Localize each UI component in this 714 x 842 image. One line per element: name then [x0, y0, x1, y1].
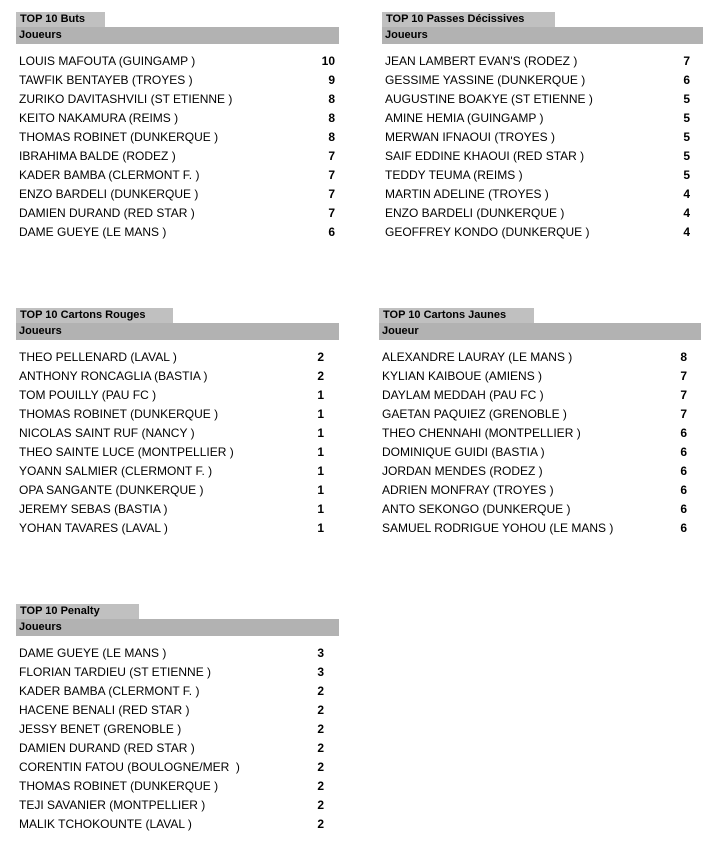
player-name: THOMAS ROBINET (DUNKERQUE )	[19, 779, 219, 793]
section-title: TOP 10 Passes Décissives	[382, 12, 555, 27]
ranking-row	[16, 223, 339, 242]
top-cartons-jaunes-section	[379, 308, 701, 543]
top-passes-section	[382, 12, 703, 247]
player-name: KEITO NAKAMURA (REIMS )	[19, 111, 179, 125]
player-stat-value: 2	[317, 350, 324, 364]
player-name: DAME GUEYE (LE MANS )	[19, 646, 167, 660]
section-subtitle: Joueurs	[16, 323, 339, 340]
ranking-row	[16, 109, 339, 128]
ranking-row	[379, 500, 701, 519]
section-title: TOP 10 Cartons Rouges	[16, 308, 173, 323]
ranking-row	[16, 815, 339, 834]
player-stat-value: 6	[680, 521, 687, 535]
player-name: AUGUSTINE BOAKYE (ST ETIENNE )	[385, 92, 593, 106]
player-name: SAIF EDDINE KHAOUI (RED STAR )	[385, 149, 585, 163]
player-stat-value: 2	[317, 760, 324, 774]
ranking-list	[16, 52, 339, 242]
ranking-row	[379, 424, 701, 443]
player-stat-value: 2	[317, 779, 324, 793]
player-name: TEJI SAVANIER (MONTPELLIER )	[19, 798, 206, 812]
player-name: GESSIME YASSINE (DUNKERQUE )	[385, 73, 586, 87]
player-name: THEO SAINTE LUCE (MONTPELLIER )	[19, 445, 234, 459]
player-stat-value: 7	[680, 369, 687, 383]
player-name: IBRAHIMA BALDE (RODEZ )	[19, 149, 176, 163]
player-name: THOMAS ROBINET (DUNKERQUE )	[19, 130, 219, 144]
player-stat-value: 4	[683, 187, 690, 201]
ranking-row	[16, 758, 339, 777]
section-subtitle: Joueurs	[16, 619, 339, 636]
section-subtitle: Joueurs	[382, 27, 703, 44]
ranking-row	[16, 166, 339, 185]
player-stat-value: 5	[683, 130, 690, 144]
player-stat-value: 8	[680, 350, 687, 364]
player-stat-value: 3	[317, 646, 324, 660]
ranking-row	[379, 519, 701, 538]
player-name: LOUIS MAFOUTA (GUINGAMP )	[19, 54, 196, 68]
player-name: SAMUEL RODRIGUE YOHOU (LE MANS )	[382, 521, 614, 535]
player-name: DAMIEN DURAND (RED STAR )	[19, 206, 195, 220]
ranking-row	[16, 777, 339, 796]
ranking-row	[379, 367, 701, 386]
ranking-row	[16, 519, 339, 538]
player-name: THOMAS ROBINET (DUNKERQUE )	[19, 407, 219, 421]
ranking-row	[16, 71, 339, 90]
player-stat-value: 2	[317, 722, 324, 736]
section-subtitle: Joueur	[379, 323, 701, 340]
ranking-row	[16, 367, 339, 386]
ranking-row	[16, 52, 339, 71]
ranking-row	[16, 481, 339, 500]
player-name: JEAN LAMBERT EVAN'S (RODEZ )	[385, 54, 578, 68]
player-name: ALEXANDRE LAURAY (LE MANS )	[382, 350, 573, 364]
ranking-row	[379, 481, 701, 500]
player-stat-value: 2	[317, 369, 324, 383]
player-name: KADER BAMBA (CLERMONT F. )	[19, 684, 200, 698]
player-stat-value: 1	[317, 426, 324, 440]
ranking-row	[382, 128, 703, 147]
player-stat-value: 2	[317, 741, 324, 755]
ranking-row	[16, 443, 339, 462]
player-stat-value: 7	[680, 407, 687, 421]
player-name: JEREMY SEBAS (BASTIA )	[19, 502, 168, 516]
ranking-row	[382, 109, 703, 128]
player-stat-value: 6	[328, 225, 335, 239]
player-name: DAME GUEYE (LE MANS )	[19, 225, 167, 239]
top-cartons-rouges-section	[16, 308, 339, 543]
player-stat-value: 6	[680, 426, 687, 440]
player-stat-value: 6	[680, 483, 687, 497]
player-name: TEDDY TEUMA (REIMS )	[385, 168, 523, 182]
player-name: NICOLAS SAINT RUF (NANCY )	[19, 426, 195, 440]
ranking-row	[16, 462, 339, 481]
ranking-row	[16, 204, 339, 223]
player-stat-value: 7	[328, 206, 335, 220]
section-title: TOP 10 Penalty	[16, 604, 139, 619]
section-title: TOP 10 Cartons Jaunes	[379, 308, 534, 323]
player-name: CORENTIN FATOU (BOULOGNE/MER )	[19, 760, 240, 774]
ranking-row	[382, 185, 703, 204]
ranking-row	[379, 348, 701, 367]
ranking-row	[16, 720, 339, 739]
section-subtitle: Joueurs	[16, 27, 339, 44]
player-stat-value: 5	[683, 92, 690, 106]
ranking-row	[379, 462, 701, 481]
player-stat-value: 6	[680, 502, 687, 516]
ranking-row	[382, 71, 703, 90]
top-buts-section	[16, 12, 339, 247]
player-name: MALIK TCHOKOUNTE (LAVAL )	[19, 817, 192, 831]
ranking-row	[16, 147, 339, 166]
ranking-row	[16, 185, 339, 204]
ranking-row	[382, 90, 703, 109]
player-name: THEO PELLENARD (LAVAL )	[19, 350, 177, 364]
player-stat-value: 1	[317, 388, 324, 402]
player-stat-value: 1	[317, 483, 324, 497]
player-name: THEO CHENNAHI (MONTPELLIER )	[382, 426, 581, 440]
player-stat-value: 8	[328, 130, 335, 144]
player-stat-value: 8	[328, 92, 335, 106]
player-stat-value: 1	[317, 407, 324, 421]
player-name: JORDAN MENDES (RODEZ )	[382, 464, 543, 478]
player-name: YOANN SALMIER (CLERMONT F. )	[19, 464, 213, 478]
player-name: KADER BAMBA (CLERMONT F. )	[19, 168, 200, 182]
player-stat-value: 7	[683, 54, 690, 68]
player-name: HACENE BENALI (RED STAR )	[19, 703, 190, 717]
player-stat-value: 5	[683, 168, 690, 182]
ranking-row	[16, 500, 339, 519]
player-name: ANTO SEKONGO (DUNKERQUE )	[382, 502, 571, 516]
ranking-row	[16, 701, 339, 720]
player-stat-value: 7	[328, 149, 335, 163]
ranking-row	[382, 147, 703, 166]
ranking-row	[16, 90, 339, 109]
ranking-row	[16, 739, 339, 758]
player-name: FLORIAN TARDIEU (ST ETIENNE )	[19, 665, 212, 679]
player-stat-value: 6	[680, 464, 687, 478]
player-stat-value: 6	[683, 73, 690, 87]
section-title: TOP 10 Buts	[16, 12, 105, 27]
ranking-row	[379, 405, 701, 424]
ranking-row	[379, 386, 701, 405]
player-name: GEOFFREY KONDO (DUNKERQUE )	[385, 225, 590, 239]
ranking-row	[16, 644, 339, 663]
player-name: OPA SANGANTE (DUNKERQUE )	[19, 483, 204, 497]
player-stat-value: 1	[317, 521, 324, 535]
player-name: DAYLAM MEDDAH (PAU FC )	[382, 388, 544, 402]
ranking-row	[16, 796, 339, 815]
ranking-list	[379, 348, 701, 538]
player-name: ANTHONY RONCAGLIA (BASTIA )	[19, 369, 208, 383]
player-stat-value: 2	[317, 684, 324, 698]
player-stat-value: 10	[321, 54, 335, 68]
player-stat-value: 1	[317, 464, 324, 478]
player-stat-value: 6	[680, 445, 687, 459]
player-stat-value: 1	[317, 502, 324, 516]
player-name: YOHAN TAVARES (LAVAL )	[19, 521, 168, 535]
ranking-list	[382, 52, 703, 242]
player-name: JESSY BENET (GRENOBLE )	[19, 722, 182, 736]
ranking-row	[379, 443, 701, 462]
player-name: ADRIEN MONFRAY (TROYES )	[382, 483, 554, 497]
player-name: TAWFIK BENTAYEB (TROYES )	[19, 73, 193, 87]
ranking-row	[16, 663, 339, 682]
player-stat-value: 7	[328, 187, 335, 201]
player-stat-value: 1	[317, 445, 324, 459]
ranking-list	[16, 644, 339, 834]
top-penalty-section	[16, 604, 339, 839]
player-name: AMINE HEMIA (GUINGAMP )	[385, 111, 544, 125]
player-name: TOM POUILLY (PAU FC )	[19, 388, 157, 402]
ranking-row	[382, 223, 703, 242]
ranking-row	[382, 204, 703, 223]
player-name: KYLIAN KAIBOUE (AMIENS )	[382, 369, 543, 383]
player-stat-value: 3	[317, 665, 324, 679]
player-name: MARTIN ADELINE (TROYES )	[385, 187, 549, 201]
player-stat-value: 8	[328, 111, 335, 125]
player-name: DOMINIQUE GUIDI (BASTIA )	[382, 445, 545, 459]
ranking-row	[16, 128, 339, 147]
player-name: MERWAN IFNAOUI (TROYES )	[385, 130, 556, 144]
ranking-row	[382, 166, 703, 185]
player-stat-value: 7	[328, 168, 335, 182]
ranking-row	[382, 52, 703, 71]
player-stat-value: 4	[683, 225, 690, 239]
player-stat-value: 7	[680, 388, 687, 402]
ranking-list	[16, 348, 339, 538]
player-stat-value: 2	[317, 798, 324, 812]
ranking-row	[16, 424, 339, 443]
ranking-row	[16, 348, 339, 367]
player-name: ZURIKO DAVITASHVILI (ST ETIENNE )	[19, 92, 233, 106]
player-name: DAMIEN DURAND (RED STAR )	[19, 741, 195, 755]
player-stat-value: 5	[683, 149, 690, 163]
player-stat-value: 9	[328, 73, 335, 87]
player-name: ENZO BARDELI (DUNKERQUE )	[385, 206, 565, 220]
player-stat-value: 2	[317, 817, 324, 831]
ranking-row	[16, 386, 339, 405]
player-stat-value: 5	[683, 111, 690, 125]
player-stat-value: 2	[317, 703, 324, 717]
ranking-row	[16, 682, 339, 701]
ranking-row	[16, 405, 339, 424]
player-name: GAETAN PAQUIEZ (GRENOBLE )	[382, 407, 567, 421]
player-name: ENZO BARDELI (DUNKERQUE )	[19, 187, 199, 201]
player-stat-value: 4	[683, 206, 690, 220]
